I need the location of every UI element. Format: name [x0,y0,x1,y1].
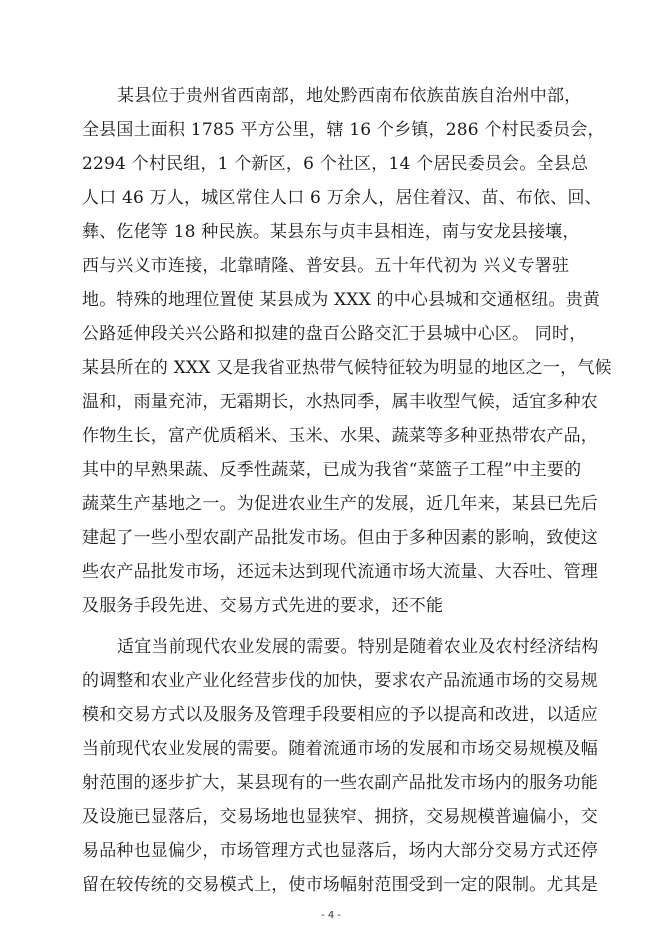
paragraph-2-line: 留在较传统的交易模式上，使市场幅射范围受到一定的限制。尤其是 [82,875,598,895]
paragraph-1-line: 其中的早熟果蔬、反季性蔬菜，已成为我省“菜篮子工程”中主要的 [82,460,582,480]
paragraph-2-line: 射范围的逐步扩大，某县现有的一些农副产品批发市场内的服务功能 [82,773,598,793]
paragraph-1-line: 地。特殊的地理位置使 某县成为 XXX 的中心县城和交通枢纽。贵黄 [82,290,601,310]
paragraph-1-line: 公路延伸段关兴公路和拟建的盘百公路交汇于县城中心区。 同时， [82,324,587,344]
paragraph-1-line: 某县所在的 XXX 又是我省亚热带气候特征较为明显的地区之一，气候 [82,358,612,378]
paragraph-2-line: 模和交易方式以及服务及管理手段要相应的予以提高和改进，以适应 [82,705,598,725]
paragraph-1-line: 建起了一些小型农副产品批发市场。但由于多种因素的影响，致使这 [82,528,598,548]
paragraph-1-line: 温和，雨量充沛，无霜期长，水热同季，属丰收型气候，适宜多种农 [82,392,598,412]
paragraph-1-line: 全县国土面积 1785 平方公里，辖 16 个乡镇，286 个村民委员会， [82,120,605,140]
paragraph-2-line: 的调整和农业产业化经营步伐的加快，要求农产品流通市场的交易规 [82,671,598,691]
paragraph-2-line: 及设施已显落后，交易场地也显狭窄、拥挤，交易规模普遍偏小，交 [82,807,598,827]
paragraph-1-line: 些农产品批发市场，还远未达到现代流通市场大流量、大吞吐、管理 [82,562,598,582]
page-number: - 4 - [321,910,341,921]
paragraph-1-line: 作物生长，富产优质稻米、玉米、水果、蔬菜等多种亚热带农产品， [82,426,598,446]
paragraph-2-line: 适宜当前现代农业发展的需要。特别是随着农业及农村经济结构 [117,637,599,657]
paragraph-1-line: 某县位于贵州省西南部，地处黔西南布依族苗族自治州中部， [117,86,582,106]
paragraph-1-line: 西与兴义市连接，北靠晴隆、普安县。五十年代初为 兴义专署驻 [82,256,570,276]
paragraph-2-line: 易品种也显偏少，市场管理方式也显落后，场内大部分交易方式还停 [82,841,598,861]
paragraph-1-line: 及服务手段先进、交易方式先进的要求，还不能 [82,596,444,616]
paragraph-2-line: 当前现代农业发展的需要。随着流通市场的发展和市场交易规模及幅 [82,739,598,759]
paragraph-1-line: 彝、仡佬等 18 种民族。某县东与贞丰县相连，南与安龙县接壤， [82,222,580,242]
paragraph-1-line: 蔬菜生产基地之一。为促进农业生产的发展，近几年来，某县已先后 [82,494,598,514]
paragraph-1-line: 人口 46 万人，城区常住人口 6 万余人，居住着汉、苗、布依、回、 [82,188,602,208]
paragraph-1-line: 2294 个村民组，1 个新区，6 个社区，14 个居民委员会。全县总 [82,154,589,174]
